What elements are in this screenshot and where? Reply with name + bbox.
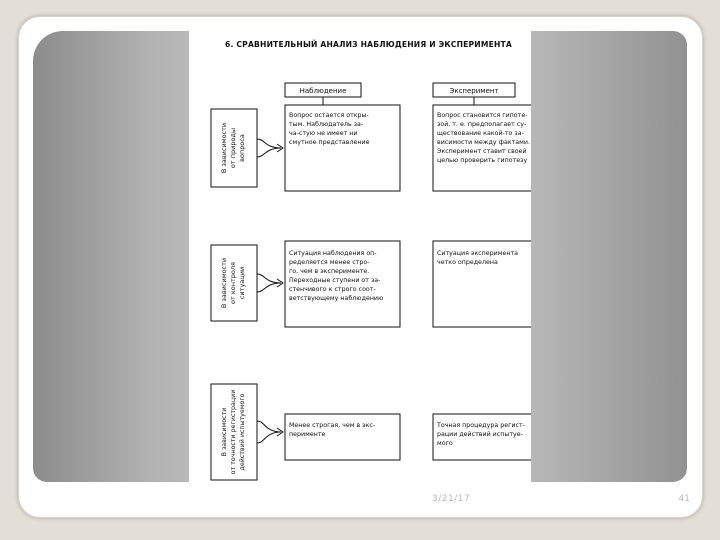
row-3-experiment-line-2: рации действий испытуе- <box>437 431 523 438</box>
slide <box>18 16 703 518</box>
row-3-experiment-line-1: Точная процедура регист- <box>437 422 525 429</box>
row-3-experiment-text <box>436 422 527 447</box>
row-2-label-line-2: от контроля <box>229 262 237 304</box>
row-3-label-line-3: действий испытуемого <box>239 393 246 471</box>
diagram-scan <box>189 29 531 484</box>
row-1-arrow <box>257 139 281 157</box>
row-1-observation-line-3: ча-стую не имеет ни <box>289 130 358 137</box>
row-3-observation-text <box>289 422 377 438</box>
row-1-experiment-line-6: целью проверить гипотезу <box>437 157 528 164</box>
row-1-label-line-2: от природы <box>229 127 237 169</box>
header-experiment: Эксперимент <box>449 87 499 95</box>
row-2-observation-line-1: Ситуация наблюдения оп- <box>289 250 377 257</box>
footer-date: 3/21/17 <box>432 494 471 504</box>
row-3-experiment-line-3: мого <box>437 440 453 447</box>
row-2-label-line-3: ситуации <box>238 266 246 300</box>
row-1-label-line-3: вопроса <box>238 134 246 162</box>
row-1-experiment-line-1: Вопрос становится гипоте- <box>437 112 528 119</box>
row-3-arrow <box>257 421 281 443</box>
row-1-experiment-line-4: висимости между фактами. <box>437 139 530 146</box>
row-3-label-line-1: В зависимости <box>221 407 228 457</box>
row-1-experiment-line-5: Эксперимент ставит своей <box>437 148 527 155</box>
row-2-experiment-text <box>437 250 520 266</box>
row-2-experiment-line-2: четко определена <box>437 259 498 266</box>
row-2-experiment-line-1: Ситуация эксперимента <box>437 250 518 257</box>
row-1-observation-line-2: тым. Наблюдатель за- <box>289 121 364 128</box>
header-observation: Наблюдение <box>299 87 347 95</box>
row-1-experiment-text <box>437 112 531 164</box>
row-3-observation-line-1: Менее строгая, чем в экс- <box>289 422 376 429</box>
row-2-observation-line-2: ределяется менее стро- <box>289 259 370 266</box>
row-2-observation-line-5: стенчивого к строго соот- <box>289 286 376 293</box>
row-1-experiment-line-2: зой, т. е. предполагает су- <box>437 121 527 128</box>
row-3-label-line-2: от точности регистрации <box>230 389 237 475</box>
row-1-observation-text <box>289 112 371 146</box>
row-2-label-line-1: В зависимости <box>220 257 228 309</box>
row-2-observation-line-4: Переходные ступени от за- <box>289 277 381 284</box>
row-2-observation-line-3: го, чем в эксперименте. <box>289 268 370 275</box>
diagram-title: 6. СРАВНИТЕЛЬНЫЙ АНАЛИЗ НАБЛЮДЕНИЯ И ЭКСПЕРИМЕНТА <box>225 40 512 49</box>
comparison-diagram <box>189 29 531 484</box>
row-2-observation-line-6: ветствующему наблюдению <box>289 295 384 302</box>
row-2-arrow <box>257 274 281 292</box>
row-1-experiment-line-3: ществование какой-то за- <box>437 130 524 137</box>
row-1-label-line-1: В зависимости <box>220 122 228 174</box>
row-3-observation-line-2: перименте <box>289 431 326 438</box>
row-1-observation-line-4: смутное представление <box>289 139 370 146</box>
row-1-observation-line-1: Вопрос остается откры- <box>289 112 369 119</box>
row-2-observation-text <box>289 249 383 302</box>
page-number: 41 <box>678 494 690 504</box>
